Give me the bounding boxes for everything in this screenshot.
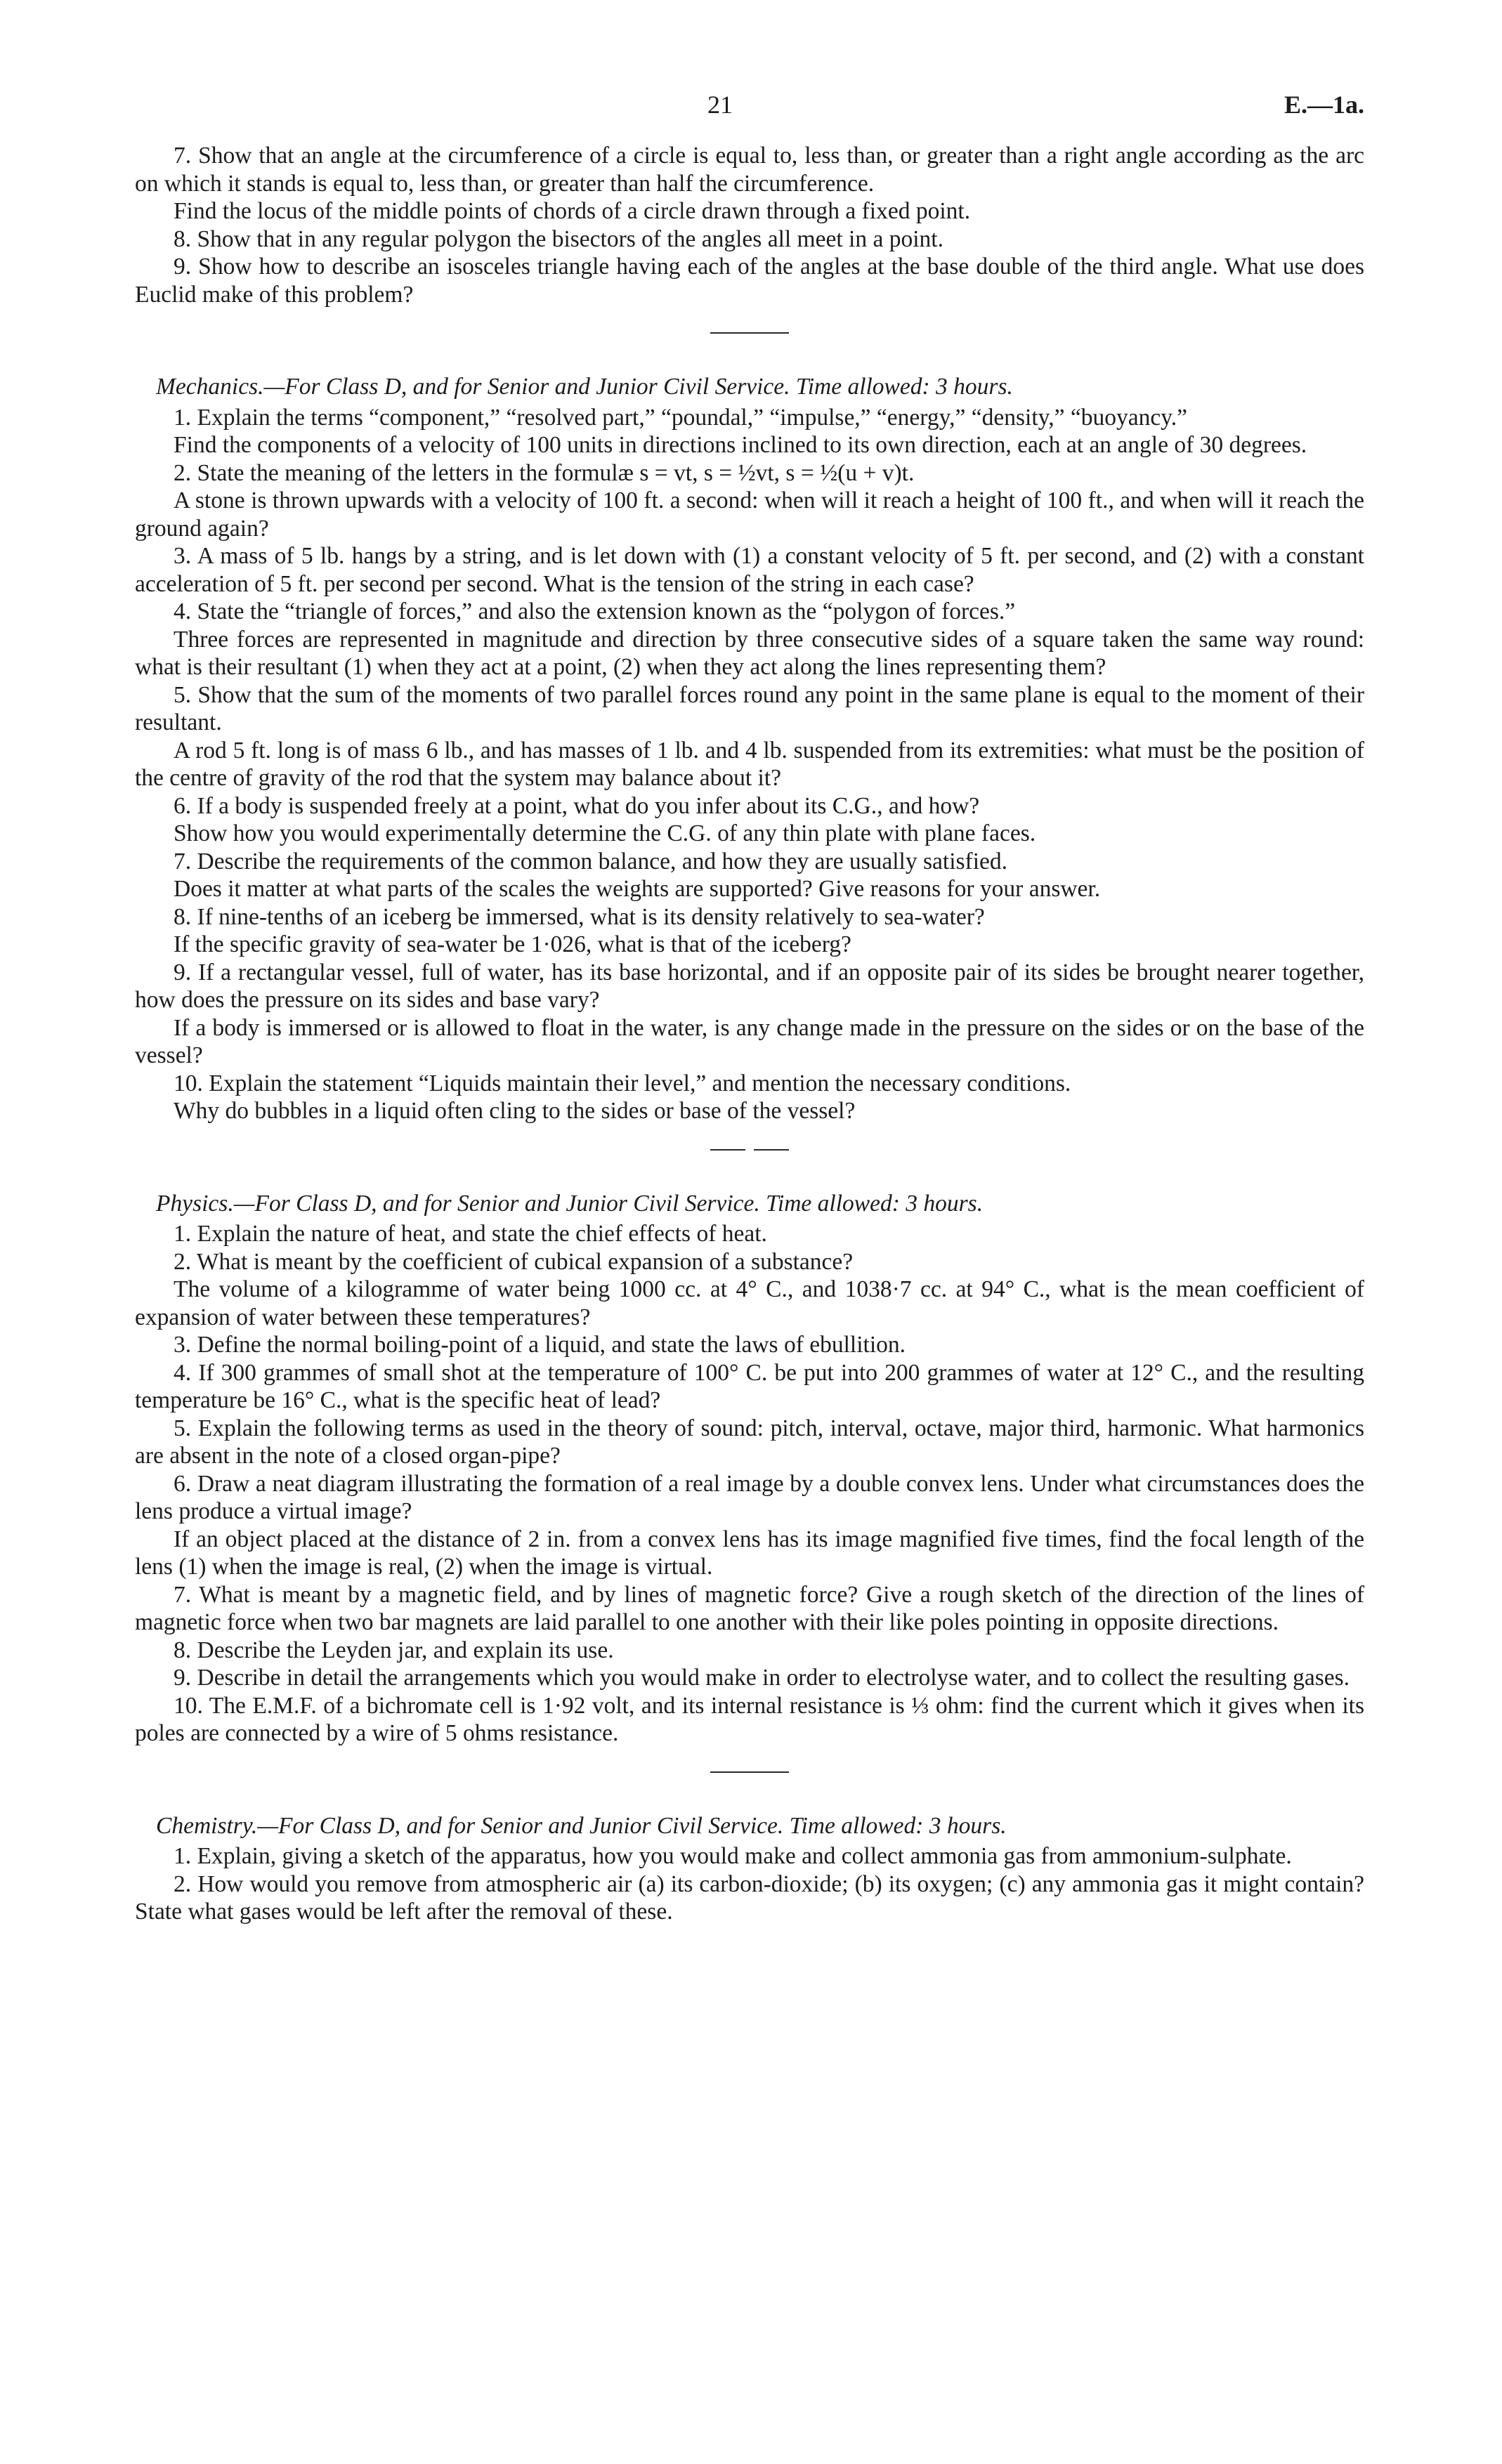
- page-header: [135, 91, 1364, 126]
- question: Three forces are represented in magnitude and direction by three consecutive sides of a square taken the same way round: what is their resultant (1) when they act at a point, (2) when they act along the lines representing them?: [135, 626, 1364, 680]
- question: 8. If nine-tenths of an iceberg be immersed, what is its density relatively to sea-water?: [174, 903, 985, 930]
- question: 2. What is meant by the coefficient of cubical expansion of a substance?: [174, 1248, 854, 1275]
- question: Does it matter at what parts of the scales the weights are supported? Give reasons for your answer.: [174, 876, 1101, 902]
- question: 1. Explain the nature of heat, and state the chief effects of heat.: [174, 1221, 767, 1247]
- question: 4. State the “triangle of forces,” and also the extension known as the “polygon of forces.”: [174, 598, 1016, 624]
- question: 7. Describe the requirements of the common balance, and how they are usually satisfied.: [174, 848, 1007, 874]
- question: 3. Define the normal boiling-point of a liquid, and state the laws of ebullition.: [174, 1332, 906, 1358]
- question: 3. A mass of 5 lb. hangs by a string, and is let down with (1) a constant velocity of 5 ft. per second, and (2) with a constant acceleration of 5 ft. per second per second. What is the tension of the string in each case?: [135, 543, 1364, 597]
- question: Why do bubbles in a liquid often cling to the sides or base of the vessel?: [174, 1098, 856, 1124]
- question: If the specific gravity of sea-water be 1·026, what is that of the iceberg?: [174, 931, 851, 957]
- question: 6. If a body is suspended freely at a point, what do you infer about its C.G., and how?: [174, 792, 980, 819]
- question: 8. Show that in any regular polygon the bisectors of the angles all meet in a point.: [174, 225, 943, 252]
- question: Show how you would experimentally determine the C.G. of any thin plate with plane faces.: [174, 820, 1036, 846]
- question: 5. Show that the sum of the moments of two parallel forces round any point in the same plane is equal to the moment of their resultant.: [135, 681, 1364, 735]
- question: 1. Explain, giving a sketch of the apparatus, how you would make and collect ammonia gas from ammonium-sulphate.: [174, 1843, 1292, 1869]
- question: The volume of a kilogramme of water being 1000 cc. at 4° C., and 1038·7 cc. at 94° C., what is the mean coefficient of expansion of water between these temperatures?: [135, 1276, 1364, 1330]
- geometry-continued-section: [135, 142, 1364, 308]
- question: 6. Draw a neat diagram illustrating the formation of a real image by a double convex lens. Under what circumstances does the lens produce a virtual image?: [135, 1470, 1364, 1524]
- question: If a body is immersed or is allowed to float in the water, is any change made in the pressure on the sides or on the base of the vessel?: [135, 1014, 1364, 1068]
- question: 7. What is meant by a magnetic field, and by lines of magnetic force? Give a rough sketch of the direction of the lines of magnetic force when two bar magnets are laid parallel to one another with their like poles pointing in opposite directions.: [135, 1581, 1364, 1635]
- physics-section: [135, 1190, 1364, 1748]
- page-number: 21: [707, 91, 733, 119]
- question: If an object placed at the distance of 2 in. from a convex lens has its image magnified five times, find the focal length of the lens (1) when the image is real, (2) when the image is virtual.: [135, 1526, 1364, 1580]
- question: 9. If a rectangular vessel, full of water, has its base horizontal, and if an opposite pair of its sides be brought nearer together, how does the pressure on its sides and base vary?: [135, 959, 1364, 1013]
- question: 10. The E.M.F. of a bichromate cell is 1·92 volt, and its internal resistance is ⅓ ohm: find the current which it gives when its poles are connected by a wire of 5 ohms resistance.: [135, 1692, 1364, 1746]
- question: 2. State the meaning of the letters in the formulæ s = vt, s = ½vt, s = ½(u + v)t.: [174, 459, 915, 486]
- question: 10. Explain the statement “Liquids maintain their level,” and mention the necessary conditions.: [174, 1070, 1071, 1096]
- series-code: E.—1a.: [1284, 91, 1364, 119]
- question: A stone is thrown upwards with a velocity of 100 ft. a second: when will it reach a height of 100 ft., and when will it reach the ground again?: [135, 487, 1364, 542]
- section-heading-chemistry: Chemistry.—For Class D, and for Senior and Junior Civil Service. Time allowed: 3 hours.: [156, 1812, 1007, 1839]
- question: 4. If 300 grammes of small shot at the temperature of 100° C. be put into 200 grammes of water at 12° C., and the resulting temperature be 16° C., what is the specific heat of lead?: [135, 1359, 1364, 1413]
- document-page: [135, 91, 1364, 1926]
- question: 7. Show that an angle at the circumference of a circle is equal to, less than, or greater than a right angle according as the arc on which it stands is equal to, less than, or greater than half the circumference.: [135, 143, 1364, 197]
- section-divider: [710, 1771, 789, 1773]
- question: 1. Explain the terms “component,” “resolved part,” “poundal,” “impulse,” “energy,” “density,” “buoyancy.”: [174, 404, 1188, 431]
- mechanics-section: [135, 373, 1364, 1125]
- question: 8. Describe the Leyden jar, and explain its use.: [174, 1637, 614, 1663]
- question: 9. Describe in detail the arrangements which you would make in order to electrolyse water, and to collect the resulting gases.: [174, 1665, 1350, 1691]
- question: 2. How would you remove from atmospheric air (a) its carbon-dioxide; (b) its oxygen; (c) any ammonia gas it might contain? State what gases would be left after the removal of these.: [135, 1870, 1364, 1925]
- question: Find the components of a velocity of 100 units in directions inclined to its own direction, each at an angle of 30 degrees.: [174, 432, 1307, 458]
- section-heading-mechanics: Mechanics.—For Class D, and for Senior and Junior Civil Service. Time allowed: 3 hours.: [156, 374, 1013, 400]
- section-heading-physics: Physics.—For Class D, and for Senior and Junior Civil Service. Time allowed: 3 hours.: [156, 1190, 984, 1217]
- question: 5. Explain the following terms as used in the theory of sound: pitch, interval, octave, major third, harmonic. What harmonics are absent in the note of a closed organ-pipe?: [135, 1415, 1364, 1469]
- question: 9. Show how to describe an isosceles triangle having each of the angles at the base double of the third angle. What use does Euclid make of this problem?: [135, 254, 1364, 308]
- section-divider: [710, 332, 789, 334]
- question: A rod 5 ft. long is of mass 6 lb., and has masses of 1 lb. and 4 lb. suspended from its extremities: what must be the position of the centre of gravity of the rod that the system may balance about it?: [135, 737, 1364, 791]
- chemistry-section: [135, 1812, 1364, 1926]
- question: Find the locus of the middle points of chords of a circle drawn through a fixed point.: [174, 198, 971, 224]
- section-divider: [710, 1149, 789, 1151]
